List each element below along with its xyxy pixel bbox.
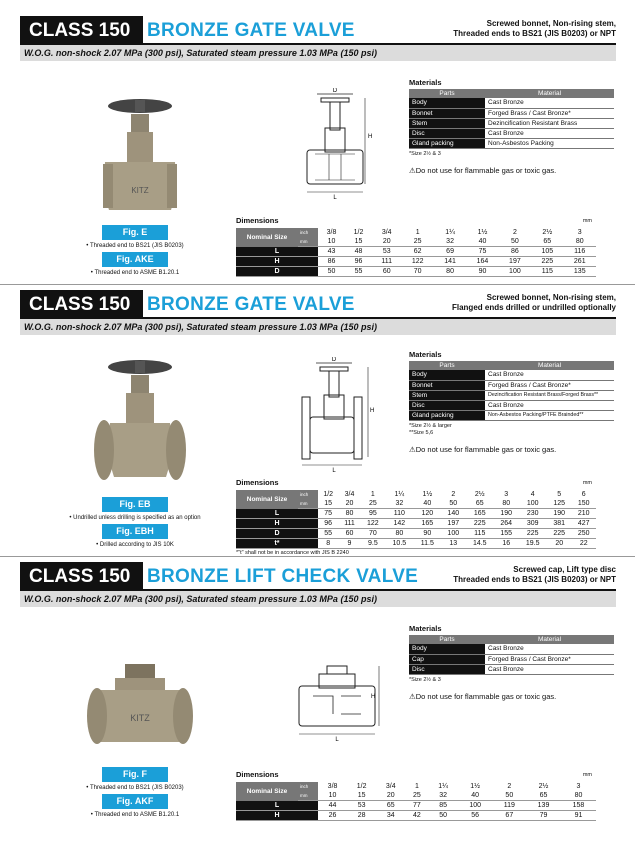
section-title: BRONZE GATE VALVE bbox=[147, 20, 355, 41]
material-row: Body Cast Bronze bbox=[409, 644, 614, 654]
spec-text: Screwed bonnet, Non-rising stem, Flanged ends drilled or undrilled optionally bbox=[451, 293, 616, 312]
materials-table: Parts Material Body Cast Bronze Bonnet Forged Brass / Cast Bronze* Stem Dezincification Resistant Brass Disc Cast Bronze Gland packing Non-Asbestos Packing bbox=[409, 89, 614, 149]
dim-label-d: D bbox=[331, 357, 337, 363]
dimensions-block bbox=[236, 770, 596, 821]
dimensions-unit: mm bbox=[582, 218, 592, 224]
dimensions-table: Nominal Size inch 1/2 3/4 1 1¼ 1½ 2 2½ 3 4 5 6 mm 15 20 25 32 40 50 65 80 100 125 150 L 75 80 95 110 120 140 165 190 230 190 210 H 96 111 122 142 165 197 225 264 309 381 427 D 55 60 70 80 90 100 115 155 225 225 250 t* 8 9 9.5 10.5 11.5 13 14.5 16 19.5 20 22 bbox=[236, 490, 596, 549]
material-row: Gland packing Non-Asbestos Packing bbox=[409, 138, 614, 148]
warning-icon: ⚠ bbox=[409, 165, 416, 175]
section-header bbox=[20, 16, 616, 45]
material-row: Disc Cast Bronze bbox=[409, 664, 614, 674]
warning-icon: ⚠ bbox=[409, 444, 416, 454]
warning-text: ⚠Do not use for flammable gas or toxic gas. bbox=[409, 444, 557, 454]
fig-note: • Drilled according to JIS 10K bbox=[96, 542, 174, 548]
materials-table: Parts Material Body Cast Bronze Bonnet Forged Brass / Cast Bronze* Stem Dezincification Resistant Brass/Forged Brass** Disc Cast Bronze Gland packing Non-Asbestos Packing/PTFE Brainded** bbox=[409, 361, 614, 421]
dimensions-unit: mm bbox=[582, 772, 592, 778]
flanged-gate-valve-photo bbox=[90, 355, 190, 490]
dim-row: t* 8 9 9.5 10.5 11.5 13 14.5 16 19.5 20 22 bbox=[236, 539, 596, 549]
dim-label-h: H bbox=[371, 694, 376, 700]
dimensions-title: Dimensions bbox=[236, 478, 279, 487]
fig-label: Fig. AKE bbox=[102, 252, 168, 267]
class-badge: CLASS 150 bbox=[20, 562, 143, 591]
flanged-gate-valve-drawing bbox=[292, 357, 376, 472]
dim-row: L 75 80 95 110 120 140 165 190 230 190 210 bbox=[236, 509, 596, 519]
materials-title: Materials bbox=[409, 78, 442, 87]
material-row: Stem Dezincification Resistant Brass bbox=[409, 118, 614, 128]
fig-note: • Threaded end to ASME B1.20.1 bbox=[90, 270, 180, 276]
warning-text: ⚠Do not use for flammable gas or toxic gas. bbox=[409, 165, 557, 175]
dim-row: D 50 55 60 70 80 90 100 115 135 bbox=[236, 267, 596, 277]
gate-valve-photo bbox=[95, 92, 185, 224]
materials-block bbox=[409, 624, 614, 701]
section-header bbox=[20, 290, 616, 319]
fig-note: • Threaded end to BS21 (JIS B0203) bbox=[86, 785, 184, 791]
materials-title: Materials bbox=[409, 350, 442, 359]
spec-text: Screwed bonnet, Non-rising stem, Threaded ends to BS21 (JIS B0203) or NPT bbox=[453, 19, 616, 38]
dim-row: L 43 48 53 62 69 75 86 105 116 bbox=[236, 247, 596, 257]
dim-label-l: L bbox=[335, 737, 339, 742]
divider bbox=[0, 284, 635, 285]
materials-table: Parts Material Body Cast Bronze Cap Forged Brass / Cast Bronze* Disc Cast Bronze bbox=[409, 635, 614, 675]
dimensions-block bbox=[236, 216, 596, 277]
fig-label: Fig. F bbox=[102, 767, 168, 782]
fig-label: Fig. AKF bbox=[102, 794, 168, 809]
material-row: Cap Forged Brass / Cast Bronze* bbox=[409, 654, 614, 664]
material-row: Disc Cast Bronze bbox=[409, 128, 614, 138]
dim-row: L 44 53 65 77 85 100 119 139 158 bbox=[236, 801, 596, 811]
spec-text: Screwed cap, Lift type disc Threaded ends to BS21 (JIS B0203) or NPT bbox=[453, 565, 616, 584]
dim-row: H 96 111 122 142 165 197 225 264 309 381 427 bbox=[236, 519, 596, 529]
section-gate-valve-threaded bbox=[20, 16, 616, 61]
fig-note: • Undrilled unless drilling is specified as an option bbox=[69, 515, 201, 521]
section-lift-check-valve bbox=[20, 562, 616, 607]
material-row: Body Cast Bronze bbox=[409, 370, 614, 380]
warning-icon: ⚠ bbox=[409, 691, 416, 701]
materials-title: Materials bbox=[409, 624, 442, 633]
material-row: Gland packing Non-Asbestos Packing/PTFE Brainded** bbox=[409, 410, 614, 420]
materials-note: *Size 2½ & 3 bbox=[409, 676, 441, 683]
dimensions-footnote: *"t" shall not be in accordance with JIS B 2240 bbox=[236, 550, 349, 556]
material-row: Bonnet Forged Brass / Cast Bronze* bbox=[409, 108, 614, 118]
dim-row: H 26 28 34 42 50 56 67 79 91 bbox=[236, 811, 596, 821]
material-row: Bonnet Forged Brass / Cast Bronze* bbox=[409, 380, 614, 390]
class-badge: CLASS 150 bbox=[20, 290, 143, 319]
section-title: BRONZE LIFT CHECK VALVE bbox=[147, 566, 419, 587]
divider bbox=[0, 556, 635, 557]
dimensions-block bbox=[236, 478, 596, 556]
dimensions-title: Dimensions bbox=[236, 770, 279, 779]
material-row: Stem Dezincification Resistant Brass/Forged Brass** bbox=[409, 390, 614, 400]
dim-label-h: H bbox=[368, 134, 373, 140]
pressure-rating: W.O.G. non-shock 2.07 MPa (300 psi), Saturated steam pressure 1.03 MPa (150 psi) bbox=[20, 319, 616, 335]
material-row: Disc Cast Bronze bbox=[409, 400, 614, 410]
check-valve-drawing bbox=[293, 662, 383, 742]
dimensions-title: Dimensions bbox=[236, 216, 279, 225]
dim-label-h: H bbox=[370, 408, 375, 414]
kitz-logo: KITZ bbox=[131, 186, 149, 195]
pressure-rating: W.O.G. non-shock 2.07 MPa (300 psi), Saturated steam pressure 1.03 MPa (150 psi) bbox=[20, 45, 616, 61]
class-badge: CLASS 150 bbox=[20, 16, 143, 45]
pressure-rating: W.O.G. non-shock 2.07 MPa (300 psi), Saturated steam pressure 1.03 MPa (150 psi) bbox=[20, 591, 616, 607]
materials-note: *Size 2½ & larger bbox=[409, 422, 452, 429]
check-valve-photo bbox=[85, 660, 195, 752]
dimensions-table: Nominal Size inch 3/8 1/2 3/4 1 1¼ 1½ 2 2½ 3 mm 10 15 20 25 32 40 50 65 80 L 43 48 53 62 69 75 86 105 116 H 86 96 111 122 141 164 197 225 261 D 50 55 60 70 80 90 100 115 135 bbox=[236, 228, 596, 277]
section-gate-valve-flanged bbox=[20, 290, 616, 335]
materials-block bbox=[409, 78, 614, 175]
dim-label-l: L bbox=[333, 195, 337, 200]
dimensions-table: Nominal Size inch 3/8 1/2 3/4 1 1¼ 1½ 2 2½ 3 mm 10 15 20 25 32 40 50 65 80 L 44 53 65 77 85 100 119 139 158 H 26 28 34 42 50 56 67 79 91 bbox=[236, 782, 596, 821]
fig-label: Fig. EB bbox=[102, 497, 168, 512]
dim-row: D 55 60 70 80 90 100 115 155 225 225 250 bbox=[236, 529, 596, 539]
section-header bbox=[20, 562, 616, 591]
fig-note: • Threaded end to BS21 (JIS B0203) bbox=[86, 243, 184, 249]
dim-label-d: D bbox=[332, 88, 338, 94]
dimensions-unit: mm bbox=[582, 480, 592, 486]
warning-text: ⚠Do not use for flammable gas or toxic gas. bbox=[409, 691, 557, 701]
dim-row: H 86 96 111 122 141 164 197 225 261 bbox=[236, 257, 596, 267]
gate-valve-drawing bbox=[295, 88, 375, 200]
kitz-logo: KITZ bbox=[130, 713, 150, 723]
materials-note: **Size 5,6 bbox=[409, 429, 434, 436]
figure-labels bbox=[60, 225, 210, 279]
fig-note: • Threaded end to ASME B1.20.1 bbox=[90, 812, 180, 818]
section-title: BRONZE GATE VALVE bbox=[147, 294, 355, 315]
figure-labels bbox=[60, 497, 210, 551]
material-row: Body Cast Bronze bbox=[409, 98, 614, 108]
fig-label: Fig. E bbox=[102, 225, 168, 240]
dim-label-l: L bbox=[332, 468, 336, 472]
figure-labels bbox=[60, 767, 210, 821]
materials-note: *Size 2½ & 3 bbox=[409, 150, 441, 157]
materials-block bbox=[409, 350, 614, 454]
fig-label: Fig. EBH bbox=[102, 524, 168, 539]
